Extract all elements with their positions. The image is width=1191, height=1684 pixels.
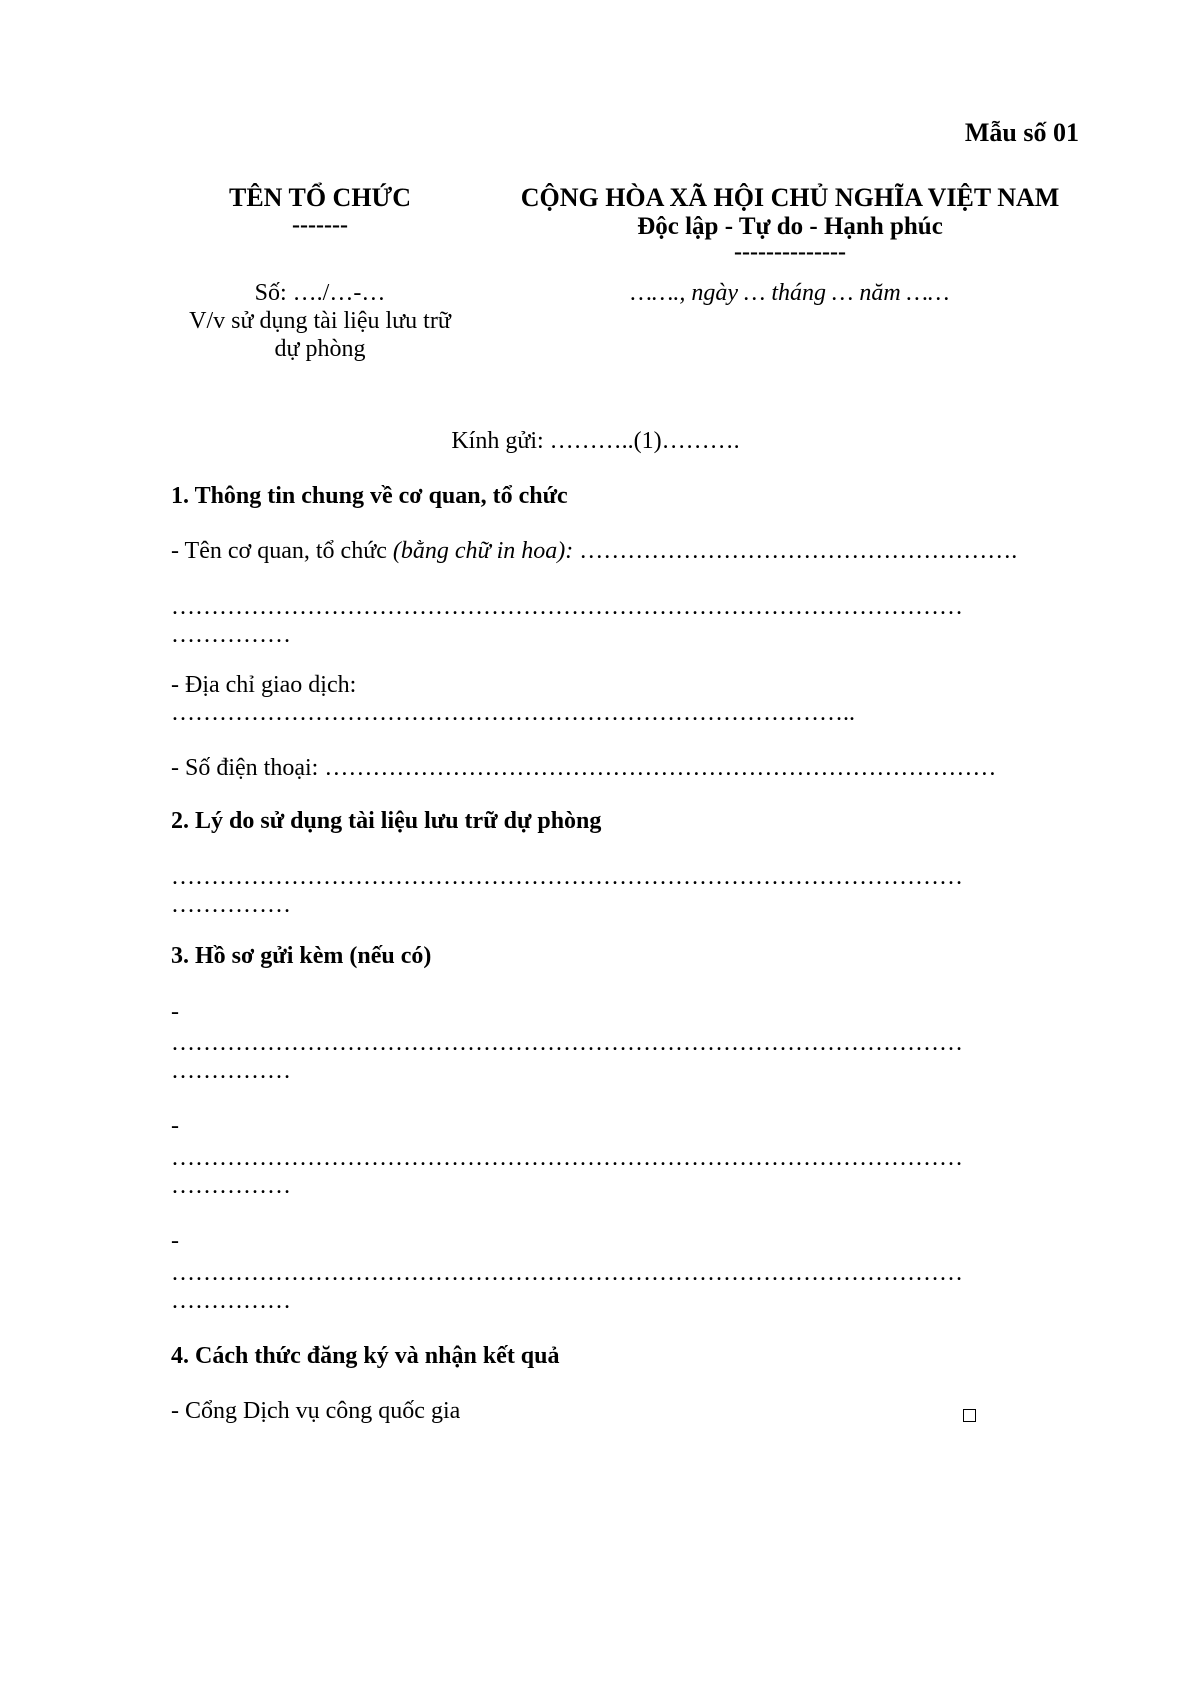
attachment-1-line-1[interactable]: ………………………………………………………………………………………: [171, 1030, 963, 1056]
date-line: ……., ngày … tháng … năm ……: [630, 280, 950, 306]
org-name-dots: ……………………………………………….: [579, 538, 1018, 564]
document-number: Số: …./…-…: [254, 280, 386, 306]
address-field[interactable]: …………………………………………………………………………..: [171, 700, 855, 726]
motto-dashes: --------------: [734, 239, 846, 265]
org-name-hint: (bằng chữ in hoa):: [392, 538, 580, 564]
section-2-title: 2. Lý do sử dụng tài liệu lưu trữ dự phòng: [171, 808, 602, 834]
option-national-portal-checkbox[interactable]: [963, 1409, 976, 1422]
reason-line-2[interactable]: ……………: [171, 892, 291, 918]
org-name: TÊN TỔ CHỨC: [228, 183, 412, 212]
recipient-line: Kính gửi: ………..(1)……….: [451, 428, 740, 454]
phone-field[interactable]: [171, 755, 996, 783]
attachment-2-line-2[interactable]: ……………: [171, 1173, 291, 1199]
attachment-2-line-1[interactable]: ………………………………………………………………………………………: [171, 1145, 963, 1171]
reason-line-1[interactable]: ………………………………………………………………………………………: [171, 864, 963, 890]
org-name-continuation-line-1[interactable]: ………………………………………………………………………………………: [171, 594, 963, 620]
nation-title: CỘNG HÒA XÃ HỘI CHỦ NGHĨA VIỆT NAM: [520, 183, 1060, 212]
option-national-portal-label: - Cổng Dịch vụ công quốc gia: [171, 1398, 461, 1424]
org-name-label: - Tên cơ quan, tổ chức: [171, 538, 393, 564]
subject-line-2: dự phòng: [274, 336, 366, 362]
motto: Độc lập - Tự do - Hạnh phúc: [637, 213, 943, 240]
attachment-1-line-2[interactable]: ……………: [171, 1058, 291, 1084]
attachment-3-dash: -: [171, 1228, 179, 1254]
address-label: - Địa chỉ giao dịch:: [171, 672, 357, 698]
org-name-field[interactable]: [171, 538, 1017, 566]
org-dashes: -------: [292, 212, 348, 238]
org-name-continuation-line-2[interactable]: ……………: [171, 622, 291, 648]
section-1-title: 1. Thông tin chung về cơ quan, tổ chức: [171, 483, 568, 509]
phone-label: - Số điện thoại:: [171, 755, 325, 781]
subject-line-1: V/v sử dụng tài liệu lưu trữ: [189, 308, 451, 334]
phone-dots: …………………………………………………………………………: [324, 755, 997, 781]
section-4-title: 4. Cách thức đăng ký và nhận kết quả: [171, 1343, 560, 1369]
attachment-1-dash: -: [171, 999, 179, 1025]
attachment-2-dash: -: [171, 1113, 179, 1139]
section-3-title: 3. Hồ sơ gửi kèm (nếu có): [171, 943, 432, 969]
form-number: Mẫu số 01: [964, 118, 1079, 147]
attachment-3-line-1[interactable]: ………………………………………………………………………………………: [171, 1260, 963, 1286]
attachment-3-line-2[interactable]: ……………: [171, 1288, 291, 1314]
